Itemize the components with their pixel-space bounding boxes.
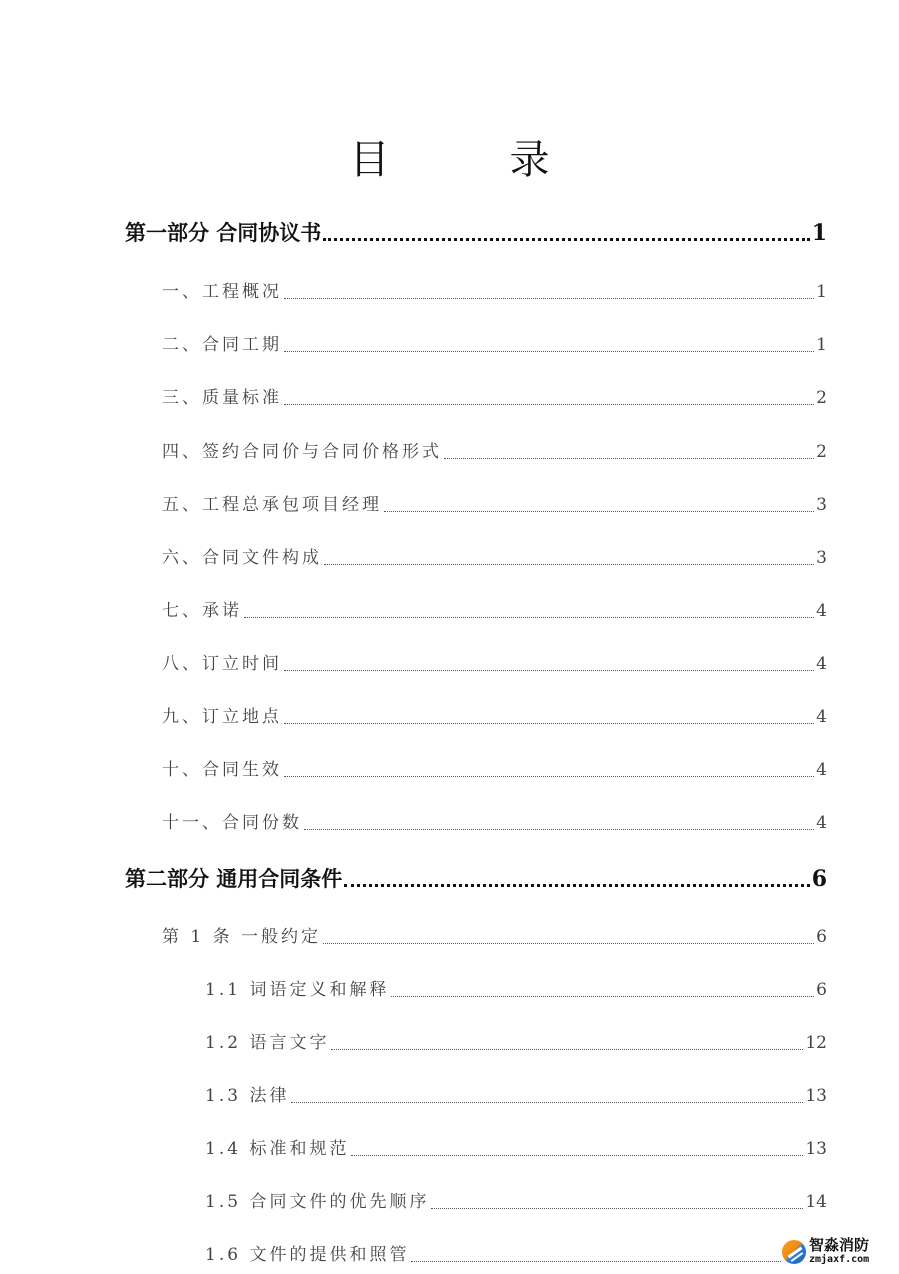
toc-leader-dots bbox=[304, 808, 814, 838]
toc-entry-label: 二、合同工期 bbox=[162, 335, 282, 355]
toc-entry-label: 十一、合同份数 bbox=[162, 813, 302, 833]
toc-entry[interactable] bbox=[205, 1081, 827, 1111]
toc-entry[interactable] bbox=[162, 490, 827, 520]
toc-entry-label: 九、订立地点 bbox=[162, 707, 282, 727]
toc-entry[interactable] bbox=[205, 975, 827, 1005]
toc-entry-page-number: 12 bbox=[805, 1033, 827, 1053]
toc-entry[interactable] bbox=[205, 1240, 827, 1270]
toc-entry-label: 第二部分 通用合同条件 bbox=[125, 866, 343, 891]
toc-entry-label: 六、合同文件构成 bbox=[162, 548, 322, 568]
toc-entry[interactable] bbox=[162, 702, 827, 732]
toc-entry-page-number: 1 bbox=[811, 220, 827, 246]
toc-entry-page-number: 13 bbox=[805, 1139, 827, 1159]
toc-entry[interactable] bbox=[125, 864, 827, 894]
toc-entry-page-number: 13 bbox=[805, 1086, 827, 1106]
toc-leader-dots bbox=[324, 543, 814, 573]
toc-entry[interactable] bbox=[162, 649, 827, 679]
watermark-url: zmjaxf.com bbox=[809, 1254, 870, 1265]
toc-entry-page-number: 2 bbox=[816, 442, 827, 462]
toc-entry-label: 第 1 条 一般约定 bbox=[162, 927, 322, 947]
toc-leader-dots bbox=[284, 383, 814, 413]
toc-entry-label: 八、订立时间 bbox=[162, 654, 282, 674]
toc-leader-dots bbox=[323, 922, 814, 952]
toc-entry-label: 三、质量标准 bbox=[162, 388, 282, 408]
page-title: 目 录 bbox=[349, 137, 590, 183]
toc-entry-label: 1.2 语言文字 bbox=[205, 1033, 330, 1053]
toc-entry[interactable] bbox=[162, 437, 827, 467]
toc-entry-label: 第一部分 合同协议书 bbox=[125, 220, 322, 245]
toc-entry-page-number: 14 bbox=[805, 1192, 827, 1212]
toc-entry-label: 五、工程总承包项目经理 bbox=[162, 495, 382, 515]
toc-entry[interactable] bbox=[162, 596, 827, 626]
toc-entry-label: 四、签约合同价与合同价格形式 bbox=[162, 442, 442, 462]
toc-leader-dots bbox=[351, 1134, 803, 1164]
toc-leader-dots bbox=[284, 649, 814, 679]
toc-leader-dots bbox=[291, 1081, 803, 1111]
toc-leader-dots bbox=[444, 437, 814, 467]
toc-entry-page-number: 4 bbox=[816, 813, 827, 833]
toc-entry-page-number: 6 bbox=[811, 866, 827, 892]
toc-entry-label: 1.4 标准和规范 bbox=[205, 1139, 350, 1159]
toc-entry-label: 1.1 词语定义和解释 bbox=[205, 980, 390, 1000]
toc-entry-label: 1.6 文件的提供和照管 bbox=[205, 1245, 410, 1265]
toc-entry[interactable] bbox=[205, 1028, 827, 1058]
toc-entry-page-number: 4 bbox=[816, 760, 827, 780]
toc-entry[interactable] bbox=[162, 808, 827, 838]
brand-logo-icon bbox=[782, 1240, 806, 1264]
toc-leader-dots bbox=[284, 755, 814, 785]
toc-entry-label: 1.5 合同文件的优先顺序 bbox=[205, 1192, 430, 1212]
toc-entry-page-number: 4 bbox=[816, 707, 827, 727]
toc-entry[interactable] bbox=[162, 277, 827, 307]
toc-entry-page-number: 1 bbox=[816, 335, 827, 355]
toc-entry[interactable] bbox=[125, 218, 827, 248]
toc-entry-label: 十、合同生效 bbox=[162, 760, 282, 780]
toc-entry-page-number: 4 bbox=[816, 654, 827, 674]
toc-leader-dots bbox=[284, 330, 814, 360]
toc-entry[interactable] bbox=[162, 755, 827, 785]
toc-entry-page-number: 3 bbox=[816, 495, 827, 515]
toc-entry-label: 七、承诺 bbox=[162, 601, 242, 621]
toc-entry-page-number: 2 bbox=[816, 388, 827, 408]
toc-leader-dots bbox=[331, 1028, 803, 1058]
toc-leader-dots bbox=[411, 1240, 825, 1270]
toc-leader-dots bbox=[431, 1187, 803, 1217]
watermark bbox=[782, 1236, 873, 1267]
toc-leader-dots bbox=[284, 277, 814, 307]
toc-entry[interactable] bbox=[205, 1187, 827, 1217]
toc-entry[interactable] bbox=[162, 543, 827, 573]
toc-entry[interactable] bbox=[162, 330, 827, 360]
toc-entry-page-number: 6 bbox=[816, 927, 827, 947]
toc-leader-dots bbox=[323, 218, 809, 248]
toc-leader-dots bbox=[384, 490, 814, 520]
toc-entry-page-number: 1 bbox=[816, 282, 827, 302]
toc-entry-page-number: 4 bbox=[816, 601, 827, 621]
toc-leader-dots bbox=[284, 702, 814, 732]
toc-leader-dots bbox=[244, 596, 814, 626]
toc-entry-page-number: 3 bbox=[816, 548, 827, 568]
toc-leader-dots bbox=[344, 864, 809, 894]
watermark-name: 智淼消防 bbox=[809, 1236, 870, 1254]
toc-entry-label: 1.3 法律 bbox=[205, 1086, 290, 1106]
toc-entry[interactable] bbox=[205, 1134, 827, 1164]
toc-leader-dots bbox=[391, 975, 814, 1005]
toc-entry[interactable] bbox=[162, 922, 827, 952]
toc-entry[interactable] bbox=[162, 383, 827, 413]
toc-entry-page-number: 6 bbox=[816, 980, 827, 1000]
toc-entry-label: 一、工程概况 bbox=[162, 282, 282, 302]
